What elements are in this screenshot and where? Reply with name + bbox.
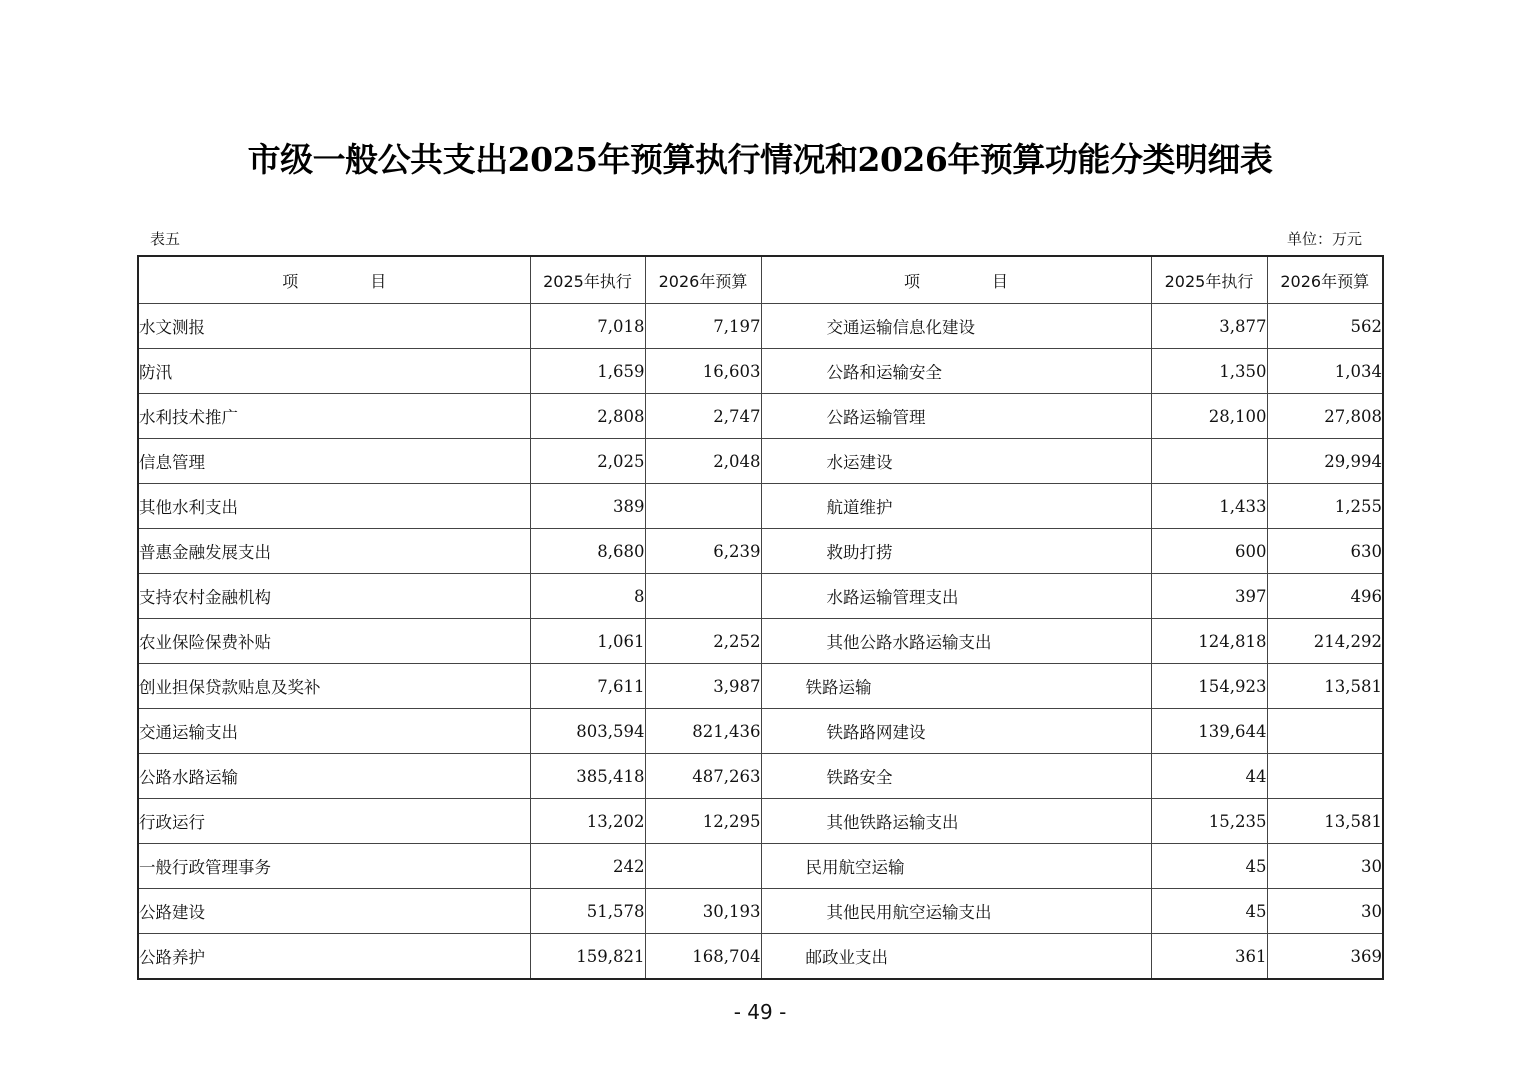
header-item-left-a: 项 (282, 271, 299, 291)
left-budget-2026 (645, 844, 761, 889)
right-item-name: 民用航空运输 (761, 844, 1151, 889)
left-budget-2026: 6,239 (645, 529, 761, 574)
left-item-name: 公路水路运输 (138, 754, 530, 799)
right-exec-2025: 139,644 (1151, 709, 1267, 754)
right-budget-2026: 30 (1267, 844, 1383, 889)
right-item-name: 其他公路水路运输支出 (761, 619, 1151, 664)
left-item-name: 农业保险保费补贴 (138, 619, 530, 664)
right-budget-2026: 630 (1267, 529, 1383, 574)
page-title: 市级一般公共支出2025年预算执行情况和2026年预算功能分类明细表 (247, 140, 1273, 179)
left-exec-2025: 7,018 (530, 304, 645, 349)
right-item-name: 水运建设 (761, 439, 1151, 484)
right-budget-2026: 13,581 (1267, 799, 1383, 844)
right-budget-2026: 1,034 (1267, 349, 1383, 394)
table-header-row (138, 256, 1383, 304)
right-budget-2026: 214,292 (1267, 619, 1383, 664)
table-row (138, 439, 1383, 484)
table-row (138, 844, 1383, 889)
left-item-name: 创业担保贷款贴息及奖补 (138, 664, 530, 709)
left-budget-2026: 12,295 (645, 799, 761, 844)
left-budget-2026 (645, 574, 761, 619)
table-row (138, 619, 1383, 664)
left-exec-2025: 8 (530, 574, 645, 619)
right-exec-2025: 154,923 (1151, 664, 1267, 709)
left-item-name: 防汛 (138, 349, 530, 394)
page-number: - 49 - (733, 1000, 787, 1024)
left-budget-2026: 487,263 (645, 754, 761, 799)
right-budget-2026: 1,255 (1267, 484, 1383, 529)
table-row (138, 889, 1383, 934)
right-budget-2026: 562 (1267, 304, 1383, 349)
left-exec-2025: 2,025 (530, 439, 645, 484)
left-item-name: 行政运行 (138, 799, 530, 844)
left-exec-2025: 13,202 (530, 799, 645, 844)
table-row (138, 394, 1383, 439)
right-budget-2026 (1267, 754, 1383, 799)
header-item-left (138, 256, 530, 304)
right-item-name: 铁路安全 (761, 754, 1151, 799)
right-exec-2025: 15,235 (1151, 799, 1267, 844)
right-budget-2026: 13,581 (1267, 664, 1383, 709)
table-body (138, 304, 1383, 980)
left-item-name: 普惠金融发展支出 (138, 529, 530, 574)
budget-table (137, 255, 1384, 980)
table-row (138, 574, 1383, 619)
right-exec-2025: 1,350 (1151, 349, 1267, 394)
right-exec-2025: 3,877 (1151, 304, 1267, 349)
right-exec-2025: 124,818 (1151, 619, 1267, 664)
right-item-name: 公路运输管理 (761, 394, 1151, 439)
left-exec-2025: 242 (530, 844, 645, 889)
right-item-name: 航道维护 (761, 484, 1151, 529)
table-row (138, 484, 1383, 529)
left-item-name: 水文测报 (138, 304, 530, 349)
right-budget-2026: 496 (1267, 574, 1383, 619)
left-item-name: 其他水利支出 (138, 484, 530, 529)
left-exec-2025: 1,659 (530, 349, 645, 394)
right-exec-2025: 1,433 (1151, 484, 1267, 529)
header-item-left-b: 目 (370, 271, 387, 291)
right-exec-2025: 45 (1151, 889, 1267, 934)
right-exec-2025: 44 (1151, 754, 1267, 799)
left-item-name: 交通运输支出 (138, 709, 530, 754)
table-row (138, 304, 1383, 349)
right-exec-2025: 397 (1151, 574, 1267, 619)
left-budget-2026: 16,603 (645, 349, 761, 394)
table-row (138, 349, 1383, 394)
left-exec-2025: 385,418 (530, 754, 645, 799)
right-item-name: 公路和运输安全 (761, 349, 1151, 394)
table-row (138, 529, 1383, 574)
left-item-name: 公路养护 (138, 934, 530, 980)
right-exec-2025: 600 (1151, 529, 1267, 574)
header-exec-2025-right: 2025年执行 (1151, 256, 1267, 304)
right-item-name: 救助打捞 (761, 529, 1151, 574)
right-item-name: 铁路路网建设 (761, 709, 1151, 754)
left-budget-2026: 2,048 (645, 439, 761, 484)
right-exec-2025 (1151, 439, 1267, 484)
left-item-name: 一般行政管理事务 (138, 844, 530, 889)
left-budget-2026: 3,987 (645, 664, 761, 709)
right-item-name: 其他铁路运输支出 (761, 799, 1151, 844)
right-item-name: 交通运输信息化建设 (761, 304, 1151, 349)
left-exec-2025: 803,594 (530, 709, 645, 754)
left-budget-2026: 30,193 (645, 889, 761, 934)
right-exec-2025: 45 (1151, 844, 1267, 889)
left-budget-2026: 168,704 (645, 934, 761, 980)
left-exec-2025: 1,061 (530, 619, 645, 664)
right-budget-2026 (1267, 709, 1383, 754)
right-exec-2025: 361 (1151, 934, 1267, 980)
left-budget-2026: 7,197 (645, 304, 761, 349)
left-item-name: 水利技术推广 (138, 394, 530, 439)
left-item-name: 支持农村金融机构 (138, 574, 530, 619)
header-item-right-b: 目 (992, 271, 1009, 291)
right-exec-2025: 28,100 (1151, 394, 1267, 439)
right-item-name: 邮政业支出 (761, 934, 1151, 980)
left-budget-2026: 821,436 (645, 709, 761, 754)
left-exec-2025: 389 (530, 484, 645, 529)
left-budget-2026: 2,747 (645, 394, 761, 439)
table-row (138, 934, 1383, 980)
table-row (138, 799, 1383, 844)
left-budget-2026 (645, 484, 761, 529)
left-budget-2026: 2,252 (645, 619, 761, 664)
table-row (138, 709, 1383, 754)
table-label: 表五 (150, 230, 181, 248)
header-budget-2026-left: 2026年预算 (645, 256, 761, 304)
right-budget-2026: 27,808 (1267, 394, 1383, 439)
unit-label: 单位：万元 (1286, 230, 1362, 248)
table-row (138, 664, 1383, 709)
header-item-right-a: 项 (903, 271, 920, 291)
right-budget-2026: 30 (1267, 889, 1383, 934)
right-budget-2026: 29,994 (1267, 439, 1383, 484)
table-row (138, 754, 1383, 799)
left-item-name: 公路建设 (138, 889, 530, 934)
left-exec-2025: 7,611 (530, 664, 645, 709)
right-item-name: 水路运输管理支出 (761, 574, 1151, 619)
left-exec-2025: 159,821 (530, 934, 645, 980)
left-exec-2025: 51,578 (530, 889, 645, 934)
header-item-right (761, 256, 1151, 304)
header-budget-2026-right: 2026年预算 (1267, 256, 1383, 304)
left-item-name: 信息管理 (138, 439, 530, 484)
left-exec-2025: 8,680 (530, 529, 645, 574)
right-item-name: 其他民用航空运输支出 (761, 889, 1151, 934)
left-exec-2025: 2,808 (530, 394, 645, 439)
right-budget-2026: 369 (1267, 934, 1383, 980)
right-item-name: 铁路运输 (761, 664, 1151, 709)
header-exec-2025-left: 2025年执行 (530, 256, 645, 304)
